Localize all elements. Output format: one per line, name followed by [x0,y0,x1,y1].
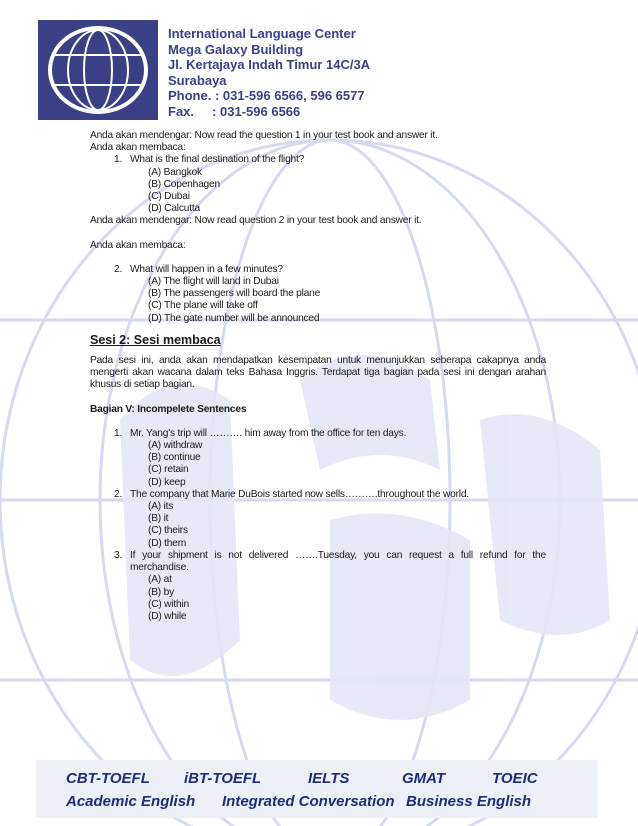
listening-intro-2: Anda akan mendengar: Now read question 2 in your test book and answer it. [90,215,422,227]
listening-read-1: Anda akan membaca: [90,142,186,154]
footer-program: TOEIC [492,770,538,787]
question-number: 2. [114,263,123,275]
answer-option: (B) it [148,513,169,525]
answer-option: (B) The passengers will board the plane [148,288,321,300]
question-number: 1. [114,427,123,439]
company-fax: Fax. : 031-596 6566 [168,103,301,119]
answer-option: (A) The flight will land in Dubai [148,276,279,288]
answer-option: (A) Bangkok [148,166,202,178]
answer-option: (D) keep [148,476,186,488]
answer-option: (D) The gate number will be announced [148,312,320,324]
question-text: Mr. Yang's trip will ………. him away from the office for ten days. [130,427,407,439]
answer-option: (D) while [148,610,187,622]
answer-option: (B) continue [148,452,201,464]
question-number: 1. [114,154,123,166]
footer-program: Integrated Conversation [222,793,395,810]
company-city: Surabaya [168,72,227,88]
question-reading-2 [90,489,546,501]
answer-option: (C) retain [148,464,189,476]
section-title: Sesi 2: Sesi membaca [90,332,221,347]
question-reading-3 [90,550,546,574]
company-name: International Language Center [168,26,356,41]
question-text: If your shipment is not delivered …….Tuesday, you can request a full refund for the merchandise. [130,549,546,574]
question-text: The company that Marie DuBois started now sells……….throughout the world. [130,488,469,500]
section-paragraph: Pada sesi ini, anda akan mendapatkan kesempatan untuk menunjukkan seberapa cakapnya anda mengerti akan wacana dalam teks Bahasa Inggris. Terdapat tiga bagian pada sesi ini dengan arahan khusus di setiap bagian. [90,355,546,391]
part-title: Bagian V: Incompelete Sentences [90,403,247,415]
answer-option: (C) The plane will take off [148,300,258,312]
answer-option: (B) by [148,586,174,598]
answer-option: (A) its [148,501,174,513]
answer-option: (D) them [148,537,187,549]
listening-intro-1: Anda akan mendengar: Now read the question 1 in your test book and answer it. [90,130,438,141]
ilc-logo [38,20,158,120]
company-info [168,26,370,119]
listening-read-2: Anda akan membaca: [90,239,186,251]
company-building: Mega Galaxy Building [168,41,304,57]
answer-option: (C) theirs [148,525,188,537]
question-text: What will happen in a few minutes? [130,263,283,275]
answer-option: (C) Dubai [148,191,190,203]
footer-program: GMAT [402,770,446,787]
answer-option: (C) within [148,598,190,610]
question-listening-1 [90,154,546,166]
answer-option: (A) withdraw [148,440,203,452]
question-text: What is the final destination of the flight? [130,154,305,166]
answer-option: (D) Calcutta [148,203,200,215]
footer-program: iBT-TOEFL [184,770,262,787]
question-number: 3. [114,549,123,561]
company-street: Jl. Kertajaya Indah Timur 14C/3A [168,57,371,72]
footer-program: IELTS [308,770,350,787]
footer-program: Business English [406,793,532,810]
document-body [90,130,546,623]
footer-banner [36,760,598,818]
question-reading-1 [90,428,546,440]
question-number: 2. [114,488,123,500]
footer-program: CBT-TOEFL [66,770,150,787]
footer-program: Academic English [66,793,196,810]
answer-option: (A) at [148,574,172,586]
company-phone: Phone. : 031-596 6566, 596 6577 [168,88,365,103]
answer-option: (B) Copenhagen [148,178,220,190]
question-listening-2 [90,264,546,276]
